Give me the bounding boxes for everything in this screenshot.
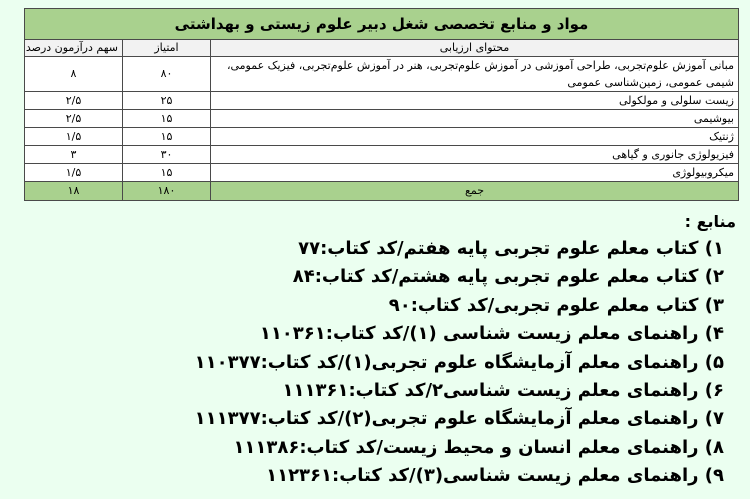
table-row — [25, 146, 739, 164]
table-row — [25, 128, 739, 146]
header-content: محتوای ارزیابی — [211, 40, 739, 57]
source-item: ۵) راهنمای معلم آزمایشگاه علوم تجربی(۱)/کد کتاب:۱۱۰۳۷۷ — [194, 351, 724, 373]
table-row — [25, 92, 739, 110]
total-label: جمع — [211, 182, 739, 201]
row-share: ۲/۵ — [25, 92, 123, 110]
row-share: ۸ — [25, 57, 123, 92]
row-content: مبانی آموزش علوم‌تجربی، طراحی آموزشی در آموزش علوم‌تجربی، هنر در آموزش علوم‌تجربی، فیزیک عمومی، شیمی عمومی، زمین‌شناسی عمومی — [211, 57, 739, 92]
sources-title: منابع : — [684, 212, 736, 231]
source-item: ۳) کتاب معلم علوم تجربی/کد کتاب:۹۰ — [388, 294, 724, 316]
source-item: ۹) راهنمای معلم زیست شناسی(۳)/کد کتاب:۱۱۲۳۶۱ — [266, 465, 724, 487]
table-header-row — [25, 40, 739, 57]
table-row — [25, 110, 739, 128]
row-score: ۸۰ — [123, 57, 211, 92]
row-content: میکروبیولوژی — [211, 164, 739, 182]
source-item: ۶) راهنمای معلم زیست شناسی۲/کد کتاب:۱۱۱۳۶۱ — [282, 379, 724, 401]
source-item: ۸) راهنمای معلم انسان و محیط زیست/کد کتاب:۱۱۱۳۸۶ — [233, 436, 724, 458]
row-score: ۱۵ — [123, 128, 211, 146]
row-score: ۱۵ — [123, 164, 211, 182]
header-score: امتیاز — [123, 40, 211, 57]
sources-section — [16, 210, 736, 491]
row-share: ۲/۵ — [25, 110, 123, 128]
row-content: فیزیولوژی جانوری و گیاهی — [211, 146, 739, 164]
row-share: ۱/۵ — [25, 128, 123, 146]
source-item: ۴) راهنمای معلم زیست شناسی (۱)/کد کتاب:۱۱۰۳۶۱ — [259, 323, 724, 345]
table-row — [25, 57, 739, 92]
row-content: زیست سلولی و مولکولی — [211, 92, 739, 110]
source-item: ۱) کتاب معلم علوم تجربی پایه هفتم/کد کتاب:۷۷ — [298, 238, 724, 259]
row-share: ۱/۵ — [25, 164, 123, 182]
total-score: ۱۸۰ — [123, 182, 211, 201]
table-title: مواد و منابع تخصصی شغل دبیر علوم زیستی و بهداشتی — [25, 9, 739, 40]
table-row — [25, 164, 739, 182]
row-share: ۳ — [25, 146, 123, 164]
row-content: بیوشیمی — [211, 110, 739, 128]
row-score: ۱۵ — [123, 110, 211, 128]
subjects-table — [24, 8, 739, 201]
table-total-row — [25, 182, 739, 201]
sources-list — [16, 235, 736, 491]
row-score: ۳۰ — [123, 146, 211, 164]
row-content: ژنتیک — [211, 128, 739, 146]
source-item: ۷) راهنمای معلم آزمایشگاه علوم تجربی(۲)/کد کتاب:۱۱۱۳۷۷ — [194, 408, 724, 430]
table-title-row — [25, 9, 739, 40]
header-share: سهم درآزمون درصد — [25, 40, 123, 57]
row-score: ۲۵ — [123, 92, 211, 110]
total-share: ۱۸ — [25, 182, 123, 201]
source-item: ۲) کتاب معلم علوم تجربی پایه هشتم/کد کتاب:۸۴ — [292, 266, 724, 288]
